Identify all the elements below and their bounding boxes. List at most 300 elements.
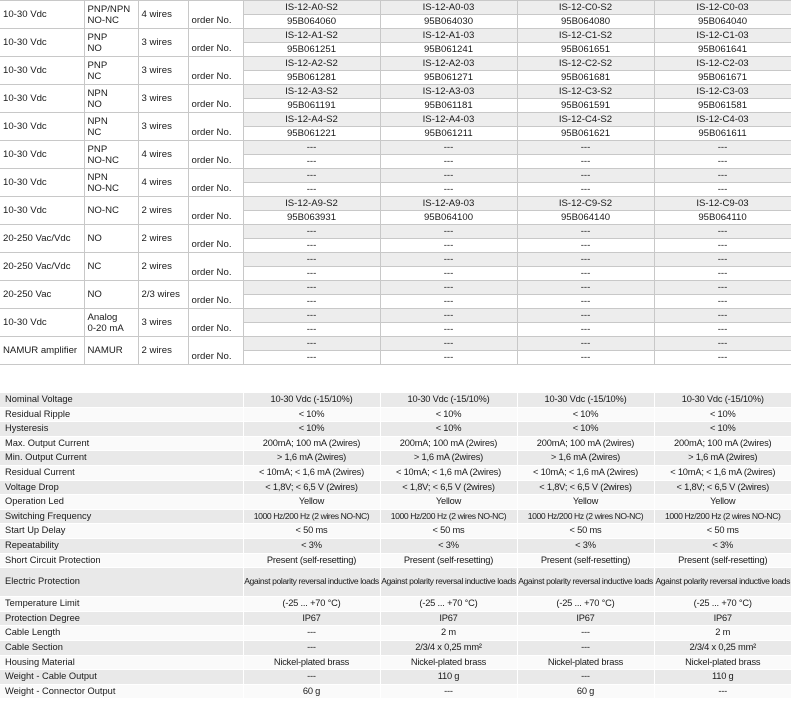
spec-value: IP67 (243, 611, 380, 626)
spec-value: Present (self-resetting) (654, 553, 791, 568)
spec-label: Cable Length (0, 626, 243, 641)
product-code: --- (654, 169, 791, 183)
order-no-label: order No. (188, 1, 243, 29)
spec-value: Against polarity reversal inductive loads (380, 568, 517, 597)
voltage-cell: 10-30 Vdc (0, 57, 84, 85)
order-number: 95B064060 (243, 15, 380, 29)
order-number: 95B061221 (243, 127, 380, 141)
output-type-label: NPN (87, 115, 108, 127)
spec-value: > 1,6 mA (2wires) (517, 451, 654, 466)
wires-cell: 3 wires (138, 309, 188, 337)
spec-value: < 10% (380, 407, 517, 422)
order-no-label: order No. (188, 169, 243, 197)
order-row (0, 197, 791, 211)
output-type-label: PNP (87, 143, 108, 155)
order-number: 95B064040 (654, 15, 791, 29)
order-number: --- (380, 183, 517, 197)
order-no-label: order No. (188, 225, 243, 253)
order-number: 95B063931 (243, 211, 380, 225)
spec-label: Residual Current (0, 465, 243, 480)
output-cell (84, 337, 138, 365)
product-code: IS-12-C1-S2 (517, 29, 654, 43)
voltage-cell: 10-30 Vdc (0, 85, 84, 113)
order-number: --- (517, 295, 654, 309)
product-code: --- (243, 253, 380, 267)
spec-row (0, 524, 791, 539)
product-code: IS-12-C4-S2 (517, 113, 654, 127)
spec-value: --- (243, 670, 380, 685)
spec-value: < 50 ms (654, 524, 791, 539)
order-number: --- (654, 239, 791, 253)
product-code: IS-12-A2-S2 (243, 57, 380, 71)
voltage-cell: 10-30 Vdc (0, 169, 84, 197)
wires-cell: 3 wires (138, 85, 188, 113)
order-number: --- (243, 295, 380, 309)
spec-value: < 10% (517, 407, 654, 422)
voltage-cell: 10-30 Vdc (0, 1, 84, 29)
order-number: 95B064140 (517, 211, 654, 225)
product-code: IS-12-A2-03 (380, 57, 517, 71)
spec-label: Temperature Limit (0, 597, 243, 612)
product-code: --- (380, 141, 517, 155)
product-code: --- (654, 281, 791, 295)
order-row (0, 141, 791, 155)
output-type-label: NO-NC (87, 205, 119, 216)
output-cell (84, 197, 138, 225)
product-code: IS-12-A0-S2 (243, 1, 380, 15)
spec-row (0, 407, 791, 422)
output-cell (84, 113, 138, 141)
order-row (0, 85, 791, 99)
order-number: --- (380, 351, 517, 365)
spec-value: 10-30 Vdc (-15/10%) (517, 393, 654, 407)
spec-label: Residual Ripple (0, 407, 243, 422)
spec-label: Short Circuit Protection (0, 553, 243, 568)
order-number: 95B061181 (380, 99, 517, 113)
spec-value: < 1,8V; < 6,5 V (2wires) (654, 480, 791, 495)
output-cell (84, 169, 138, 197)
order-number: --- (380, 155, 517, 169)
output-type-label: PNP/NPN (87, 3, 131, 15)
output-type-label: NC (87, 70, 102, 82)
spec-value: Yellow (243, 495, 380, 510)
spec-label: Start Up Delay (0, 524, 243, 539)
order-no-label: order No. (188, 29, 243, 57)
spec-label: Switching Frequency (0, 509, 243, 524)
product-code: --- (243, 337, 380, 351)
output-cell (84, 253, 138, 281)
product-code: IS-12-A3-03 (380, 85, 517, 99)
product-code: --- (380, 225, 517, 239)
output-cell (84, 141, 138, 169)
product-code: IS-12-A1-03 (380, 29, 517, 43)
product-code: --- (380, 253, 517, 267)
output-cell (84, 29, 138, 57)
product-code: --- (654, 253, 791, 267)
spec-value: < 10mA; < 1,6 mA (2wires) (243, 465, 380, 480)
order-no-label: order No. (188, 141, 243, 169)
output-type-label: NC (87, 261, 102, 272)
wires-cell: 3 wires (138, 57, 188, 85)
spec-value: 10-30 Vdc (-15/10%) (243, 393, 380, 407)
order-row (0, 113, 791, 127)
order-no-label: order No. (188, 253, 243, 281)
spec-label: Max. Output Current (0, 436, 243, 451)
order-no-label: order No. (188, 309, 243, 337)
spec-value: < 10mA; < 1,6 mA (2wires) (517, 465, 654, 480)
spec-value: --- (517, 626, 654, 641)
order-row (0, 225, 791, 239)
output-type-label: NO (87, 289, 102, 300)
product-code: IS-12-C3-03 (654, 85, 791, 99)
spec-value: Present (self-resetting) (243, 553, 380, 568)
product-code: --- (654, 337, 791, 351)
output-type-label: PNP (87, 31, 108, 43)
order-number: --- (243, 183, 380, 197)
spec-value: 2 m (380, 626, 517, 641)
wires-cell: 4 wires (138, 169, 188, 197)
order-number: 95B061581 (654, 99, 791, 113)
order-number: --- (654, 351, 791, 365)
spec-value: --- (517, 670, 654, 685)
spec-value: (-25 ... +70 °C) (517, 597, 654, 612)
order-no-label: order No. (188, 57, 243, 85)
spec-value: < 3% (654, 538, 791, 553)
spec-value: --- (517, 640, 654, 655)
order-number: --- (243, 239, 380, 253)
spec-value: < 3% (243, 538, 380, 553)
output-type-label: NPN (87, 87, 108, 99)
product-code: --- (380, 169, 517, 183)
wires-cell: 2 wires (138, 225, 188, 253)
spec-value: 200mA; 100 mA (2wires) (380, 436, 517, 451)
spec-value: < 50 ms (517, 524, 654, 539)
spec-value: --- (243, 640, 380, 655)
order-number: 95B061641 (654, 43, 791, 57)
spec-value: 60 g (517, 684, 654, 699)
spec-value: 110 g (380, 670, 517, 685)
product-code: --- (517, 225, 654, 239)
voltage-cell: 10-30 Vdc (0, 113, 84, 141)
order-number: --- (654, 155, 791, 169)
spec-row (0, 509, 791, 524)
spec-value: < 10% (654, 407, 791, 422)
output-type-label: NO-NC (87, 154, 119, 166)
spec-value: 200mA; 100 mA (2wires) (517, 436, 654, 451)
spec-row (0, 597, 791, 612)
spec-label: Weight - Cable Output (0, 670, 243, 685)
order-no-label: order No. (188, 197, 243, 225)
product-code: --- (243, 141, 380, 155)
product-code: --- (517, 309, 654, 323)
order-number: 95B064080 (517, 15, 654, 29)
order-number: --- (243, 155, 380, 169)
order-number: --- (517, 267, 654, 281)
spec-value: 60 g (243, 684, 380, 699)
product-code: IS-12-C9-03 (654, 197, 791, 211)
spec-value: (-25 ... +70 °C) (654, 597, 791, 612)
order-number: --- (380, 239, 517, 253)
product-code: IS-12-C0-03 (654, 1, 791, 15)
product-code: --- (380, 337, 517, 351)
order-number: 95B061621 (517, 127, 654, 141)
order-row (0, 1, 791, 15)
voltage-cell: 20-250 Vac (0, 281, 84, 309)
order-number: 95B061671 (654, 71, 791, 85)
spec-value: Yellow (380, 495, 517, 510)
product-code: IS-12-C3-S2 (517, 85, 654, 99)
spec-row (0, 495, 791, 510)
spec-value: 200mA; 100 mA (2wires) (654, 436, 791, 451)
voltage-cell: NAMUR amplifier (0, 337, 84, 365)
wires-cell: 3 wires (138, 113, 188, 141)
product-code: --- (517, 253, 654, 267)
product-code: IS-12-C2-03 (654, 57, 791, 71)
order-number: --- (654, 267, 791, 281)
product-code: --- (517, 141, 654, 155)
spec-value: 10-30 Vdc (-15/10%) (380, 393, 517, 407)
voltage-cell: 10-30 Vdc (0, 309, 84, 337)
order-row (0, 29, 791, 43)
spec-row (0, 611, 791, 626)
product-code: IS-12-A4-03 (380, 113, 517, 127)
spec-value: < 10mA; < 1,6 mA (2wires) (654, 465, 791, 480)
spec-value: Against polarity reversal inductive loads (243, 568, 380, 597)
product-code: --- (243, 169, 380, 183)
spec-table (0, 393, 791, 699)
product-code: --- (380, 309, 517, 323)
order-number: --- (654, 295, 791, 309)
order-no-label: order No. (188, 337, 243, 365)
order-number: --- (243, 267, 380, 281)
spec-value: < 10mA; < 1,6 mA (2wires) (380, 465, 517, 480)
spec-label: Electric Protection (0, 568, 243, 597)
spec-value: IP67 (380, 611, 517, 626)
output-type-label: 0-20 mA (87, 322, 124, 334)
spec-label: Min. Output Current (0, 451, 243, 466)
order-no-label: order No. (188, 85, 243, 113)
spec-row (0, 422, 791, 437)
order-number: 95B061271 (380, 71, 517, 85)
spec-label: Cable Section (0, 640, 243, 655)
voltage-cell: 10-30 Vdc (0, 141, 84, 169)
spec-label: Repeatability (0, 538, 243, 553)
order-number: 95B064100 (380, 211, 517, 225)
spec-label: Hysteresis (0, 422, 243, 437)
spec-row (0, 480, 791, 495)
order-number: 95B061281 (243, 71, 380, 85)
product-code: IS-12-A9-S2 (243, 197, 380, 211)
wires-cell: 2 wires (138, 253, 188, 281)
spec-row (0, 538, 791, 553)
spec-row (0, 640, 791, 655)
product-code: --- (380, 281, 517, 295)
wires-cell: 4 wires (138, 141, 188, 169)
voltage-cell: 10-30 Vdc (0, 197, 84, 225)
wires-cell: 2/3 wires (138, 281, 188, 309)
order-number: 95B061681 (517, 71, 654, 85)
product-code: IS-12-C1-03 (654, 29, 791, 43)
spec-value: IP67 (654, 611, 791, 626)
product-code: --- (654, 309, 791, 323)
product-code: IS-12-C4-03 (654, 113, 791, 127)
order-number: --- (517, 155, 654, 169)
order-number: --- (380, 323, 517, 337)
spec-value: < 1,8V; < 6,5 V (2wires) (517, 480, 654, 495)
spec-value: 1000 Hz/200 Hz (2 wires NO-NC) (654, 509, 791, 524)
output-cell (84, 85, 138, 113)
spec-value: > 1,6 mA (2wires) (654, 451, 791, 466)
order-number: 95B061251 (243, 43, 380, 57)
spec-value: < 10% (243, 422, 380, 437)
output-type-label: Analog (87, 311, 118, 323)
product-code: --- (517, 281, 654, 295)
voltage-cell: 20-250 Vac/Vdc (0, 253, 84, 281)
order-no-label: order No. (188, 281, 243, 309)
wires-cell: 4 wires (138, 1, 188, 29)
output-type-label: NO (87, 98, 102, 110)
order-number: --- (517, 351, 654, 365)
product-code: IS-12-A3-S2 (243, 85, 380, 99)
product-code: IS-12-A4-S2 (243, 113, 380, 127)
order-number: --- (517, 323, 654, 337)
spec-value: 1000 Hz/200 Hz (2 wires NO-NC) (380, 509, 517, 524)
order-number: --- (654, 183, 791, 197)
spec-value: Yellow (517, 495, 654, 510)
spec-value: < 3% (517, 538, 654, 553)
order-number: 95B064030 (380, 15, 517, 29)
output-type-label: NO-NC (87, 14, 119, 26)
spec-row (0, 684, 791, 699)
output-type-label: NPN (87, 171, 108, 183)
order-row (0, 309, 791, 323)
output-type-label: NO (87, 42, 102, 54)
order-number: 95B061211 (380, 127, 517, 141)
spec-value: 200mA; 100 mA (2wires) (243, 436, 380, 451)
spec-value: < 10% (654, 422, 791, 437)
wires-cell: 2 wires (138, 337, 188, 365)
product-code: IS-12-C2-S2 (517, 57, 654, 71)
spec-value: Against polarity reversal inductive loads (654, 568, 791, 597)
spec-label: Protection Degree (0, 611, 243, 626)
order-number: 95B061241 (380, 43, 517, 57)
product-code: IS-12-A9-03 (380, 197, 517, 211)
spec-label: Nominal Voltage (0, 393, 243, 407)
order-row (0, 253, 791, 267)
spec-value: 2 m (654, 626, 791, 641)
order-no-label: order No. (188, 113, 243, 141)
spec-row (0, 568, 791, 597)
spec-row (0, 626, 791, 641)
output-type-label: PNP (87, 59, 108, 71)
product-code: IS-12-C0-S2 (517, 1, 654, 15)
spec-value: Against polarity reversal inductive loads (517, 568, 654, 597)
spec-value: Nickel-plated brass (654, 655, 791, 670)
spec-row (0, 436, 791, 451)
order-number: 95B064110 (654, 211, 791, 225)
spec-value: Nickel-plated brass (380, 655, 517, 670)
product-code: --- (243, 281, 380, 295)
product-code: IS-12-C9-S2 (517, 197, 654, 211)
spec-value: < 10% (243, 407, 380, 422)
spec-value: 1000 Hz/200 Hz (2 wires NO-NC) (517, 509, 654, 524)
wires-cell: 3 wires (138, 29, 188, 57)
spec-value: 2/3/4 x 0,25 mm² (654, 640, 791, 655)
output-cell (84, 1, 138, 29)
output-type-label: NO (87, 233, 102, 244)
order-row (0, 169, 791, 183)
order-row (0, 57, 791, 71)
order-number: --- (243, 323, 380, 337)
spec-value: --- (654, 684, 791, 699)
order-number: --- (380, 267, 517, 281)
spec-value: Present (self-resetting) (380, 553, 517, 568)
spec-row (0, 393, 791, 407)
output-cell (84, 225, 138, 253)
spec-row (0, 655, 791, 670)
product-code: --- (654, 225, 791, 239)
spec-value: 2/3/4 x 0,25 mm² (380, 640, 517, 655)
output-type-label: NC (87, 126, 102, 138)
order-number: 95B061651 (517, 43, 654, 57)
spec-value: Yellow (654, 495, 791, 510)
spec-label: Weight - Connector Output (0, 684, 243, 699)
order-number: --- (380, 295, 517, 309)
output-type-label: NO-NC (87, 182, 119, 194)
spec-value: Nickel-plated brass (517, 655, 654, 670)
product-code: --- (243, 225, 380, 239)
spec-label: Housing Material (0, 655, 243, 670)
spec-value: < 10% (380, 422, 517, 437)
spec-value: < 3% (380, 538, 517, 553)
product-code: IS-12-A1-S2 (243, 29, 380, 43)
spec-value: < 50 ms (380, 524, 517, 539)
product-code: --- (517, 337, 654, 351)
order-number: --- (243, 351, 380, 365)
spec-value: < 1,8V; < 6,5 V (2wires) (243, 480, 380, 495)
spec-value: Nickel-plated brass (243, 655, 380, 670)
order-number: 95B061591 (517, 99, 654, 113)
spec-value: 1000 Hz/200 Hz (2 wires NO-NC) (243, 509, 380, 524)
spec-label: Operation Led (0, 495, 243, 510)
spec-value: 110 g (654, 670, 791, 685)
spec-value: (-25 ... +70 °C) (243, 597, 380, 612)
spec-label: Voltage Drop (0, 480, 243, 495)
spec-value: Present (self-resetting) (517, 553, 654, 568)
spec-value: (-25 ... +70 °C) (380, 597, 517, 612)
spec-row (0, 553, 791, 568)
order-number: --- (517, 183, 654, 197)
product-code: --- (243, 309, 380, 323)
spec-row (0, 451, 791, 466)
order-number: 95B061191 (243, 99, 380, 113)
spec-value: --- (380, 684, 517, 699)
product-code: --- (654, 141, 791, 155)
output-cell (84, 281, 138, 309)
output-cell (84, 57, 138, 85)
spec-value: < 1,8V; < 6,5 V (2wires) (380, 480, 517, 495)
order-number: 95B061611 (654, 127, 791, 141)
product-code: --- (517, 169, 654, 183)
spec-value: > 1,6 mA (2wires) (243, 451, 380, 466)
voltage-cell: 10-30 Vdc (0, 29, 84, 57)
wires-cell: 2 wires (138, 197, 188, 225)
spec-value: IP67 (517, 611, 654, 626)
spec-row (0, 670, 791, 685)
order-number: --- (654, 323, 791, 337)
spec-value: < 10% (517, 422, 654, 437)
voltage-cell: 20-250 Vac/Vdc (0, 225, 84, 253)
